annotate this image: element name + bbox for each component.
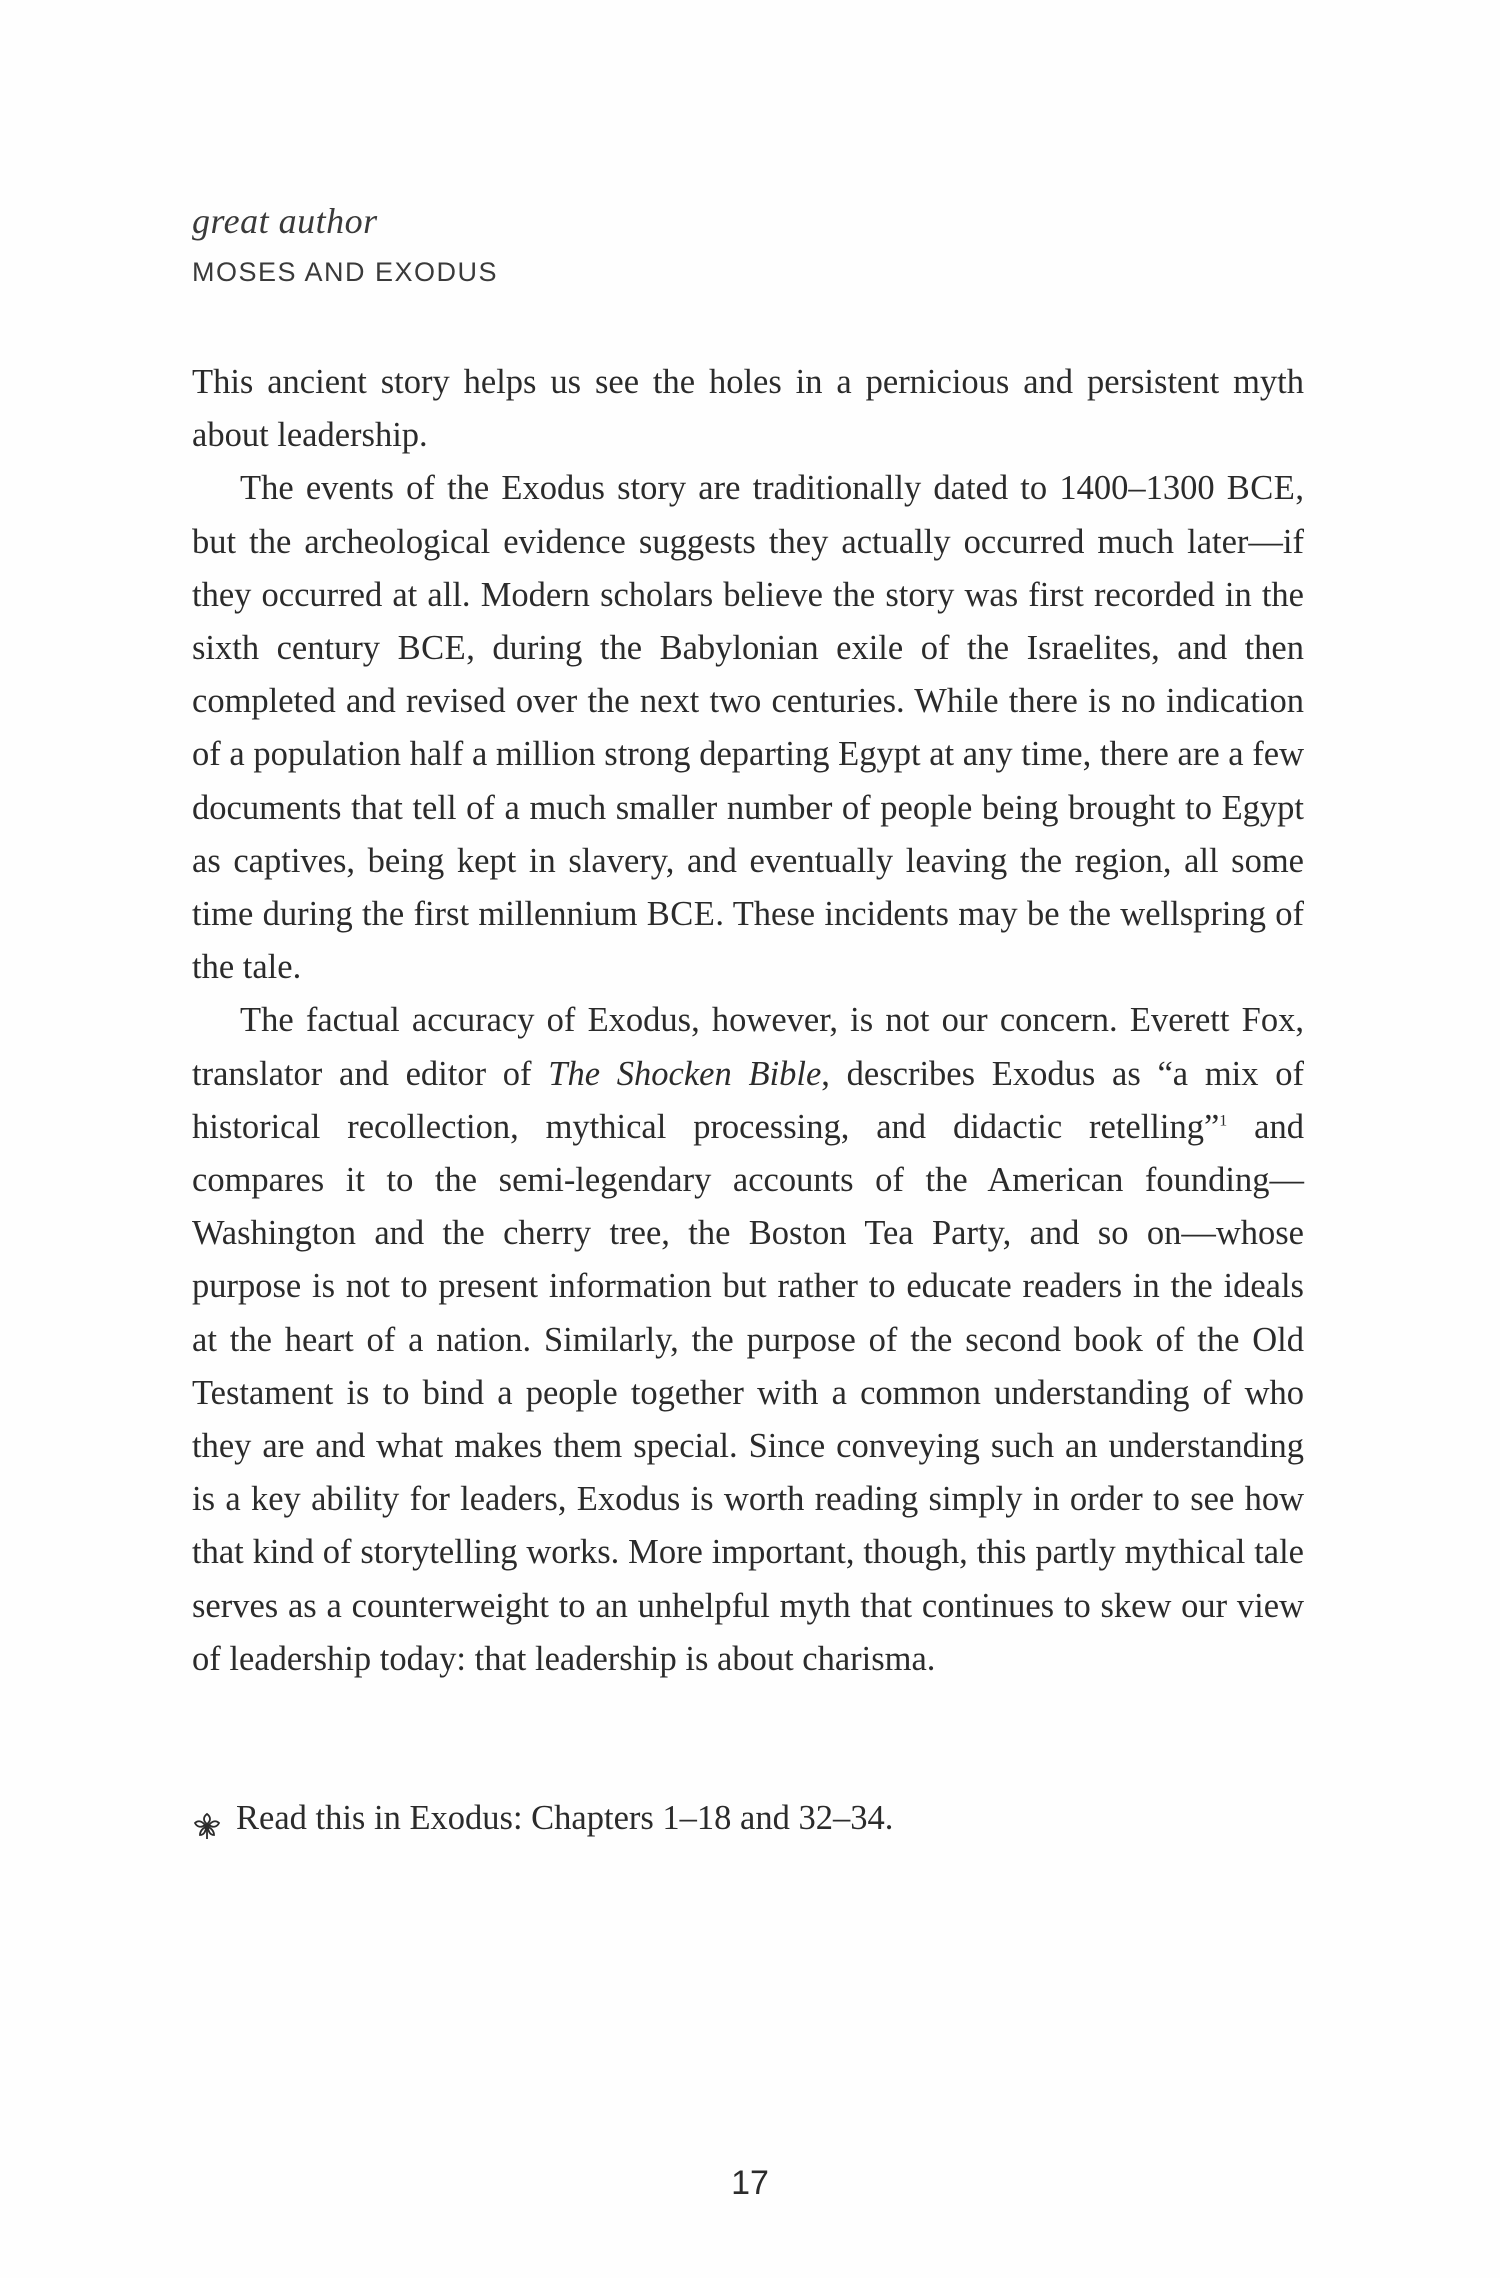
paragraph-2-part-c: , during the Babylonian exile of the Israelites, and then completed and revised over the next two centuries. While there is no indication of a population half a million strong departing Egypt at any time, there are a few documents that tell of a much smaller number of people being brought to Egypt as captives, being kept in slavery, and eventually leaving the region, all some time during the first millennium — [192, 629, 1304, 934]
page-number: 17 — [731, 2164, 769, 2202]
read-this-note — [192, 1792, 1304, 1845]
body-text — [192, 356, 1304, 1686]
paragraph-3 — [192, 994, 1304, 1686]
paragraph-3-part-a: The factual accuracy of Exodus, however, is not our concern. Everett Fox, translator and editor of — [192, 1001, 1304, 1093]
paragraph-2-part-b: , but the archeological evidence suggests they actually occurred much later—if they occurred at all. Modern scholars believe the story was first recorded in the sixth century — [192, 469, 1304, 668]
book-title: The Shocken Bible — [548, 1054, 822, 1093]
paragraph-3-part-b: , describes Exodus as “a mix of historical recollection, mythical processing, and didactic retelling” — [192, 1054, 1305, 1146]
section-kicker: great author — [192, 201, 378, 241]
bce-abbreviation: BCE — [397, 629, 467, 668]
paragraph-3-part-c: and compares it to the semi-legendary accounts of the American founding—Washington and the cherry tree, the Boston Tea Party, and so on—whose purpose is not to present information but rather to educate readers in the ideals at the heart of a nation. Similarly, the purpose of the second book of the Old Testament is to bind a people together with a common understanding of who they are and what makes them special. Since conveying such an understanding is a key ability for leaders, Exodus is worth reading simply in order to see how that kind of storytelling works. More important, though, this partly mythical tale serves as a counterweight to an unhelpful myth that continues to skew our view of leadership today: that leadership is about charisma. — [192, 1107, 1304, 1678]
chapter-title: MOSES AND EXODUS — [192, 257, 499, 287]
footnote-marker: 1 — [1219, 1112, 1228, 1130]
paragraph-2 — [192, 462, 1304, 994]
section-header — [192, 198, 1312, 292]
read-this-text: Read this in Exodus: Chapters 1–18 and 32–34. — [236, 1799, 894, 1837]
flower-icon — [192, 1804, 222, 1834]
paragraph-2-part-d: . These incidents may be the wellspring of the tale. — [192, 895, 1304, 987]
paragraph-2-part-a: The events of the Exodus story are traditionally dated to 1400–1300 — [240, 469, 1227, 508]
bce-abbreviation: BCE — [1226, 469, 1296, 508]
bce-abbreviation: BCE — [646, 895, 716, 934]
paragraph-1: This ancient story helps us see the holes in a pernicious and persistent myth about leadership. — [192, 363, 1304, 455]
